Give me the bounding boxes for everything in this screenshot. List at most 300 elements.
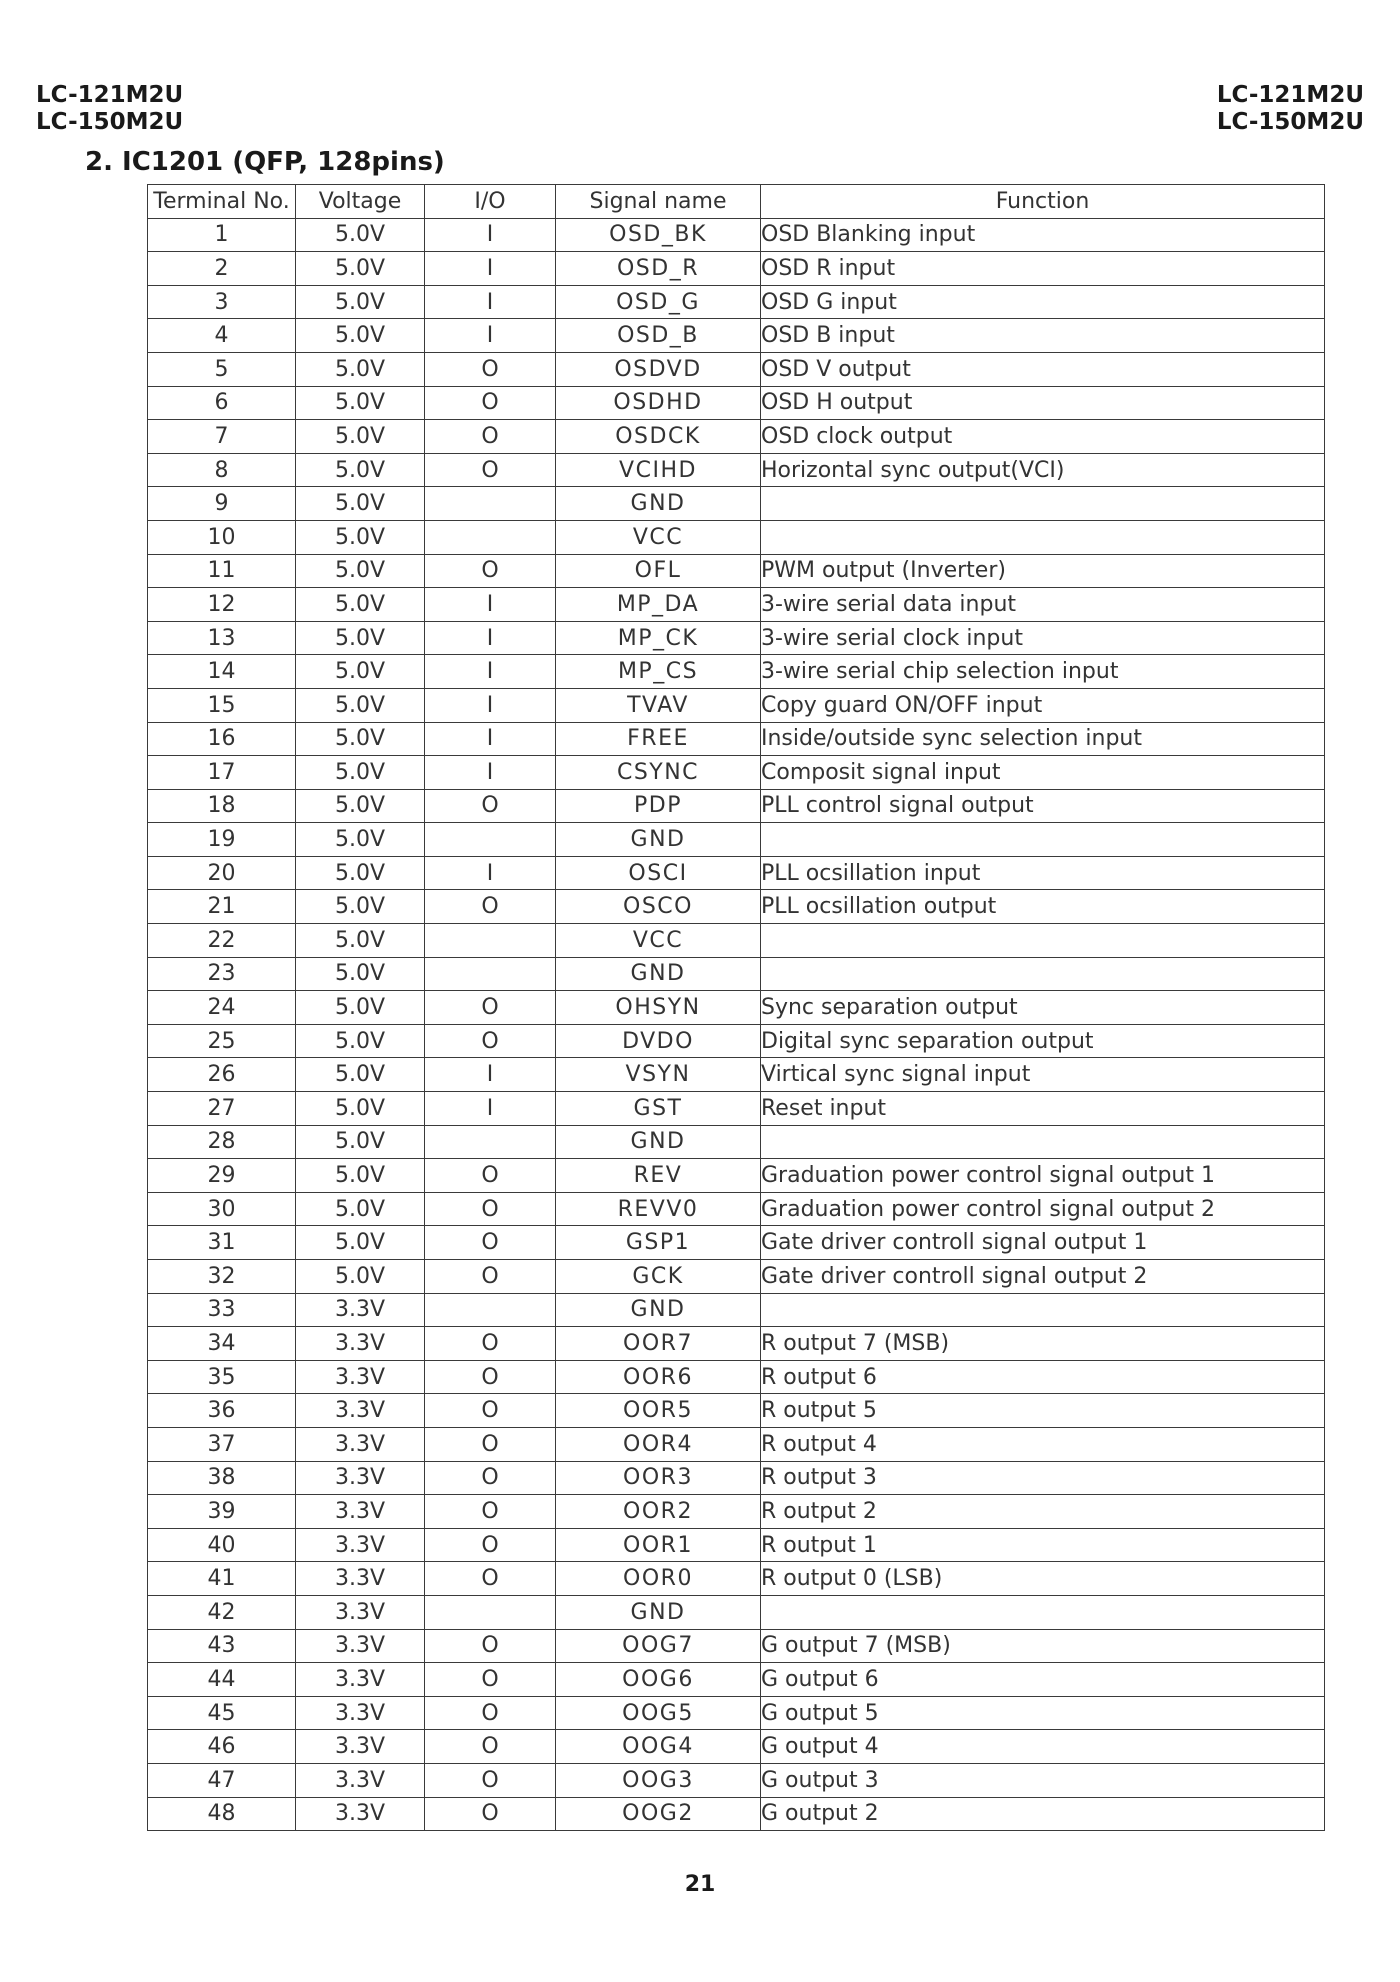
io-cell: O bbox=[425, 453, 556, 487]
voltage-cell: 3.3V bbox=[296, 1495, 425, 1529]
voltage-cell: 5.0V bbox=[296, 789, 425, 823]
terminal-no-cell: 31 bbox=[148, 1226, 296, 1260]
function-cell: Copy guard ON/OFF input bbox=[761, 688, 1325, 722]
terminal-no-cell: 17 bbox=[148, 756, 296, 790]
io-cell: I bbox=[425, 722, 556, 756]
io-cell: O bbox=[425, 1528, 556, 1562]
function-cell bbox=[761, 924, 1325, 958]
table-row bbox=[148, 856, 1325, 890]
voltage-cell: 3.3V bbox=[296, 1360, 425, 1394]
function-cell: R output 7 (MSB) bbox=[761, 1327, 1325, 1361]
function-cell bbox=[761, 1595, 1325, 1629]
table-row bbox=[148, 655, 1325, 689]
terminal-no-cell: 43 bbox=[148, 1629, 296, 1663]
table-row bbox=[148, 487, 1325, 521]
table-row bbox=[148, 957, 1325, 991]
terminal-no-cell: 42 bbox=[148, 1595, 296, 1629]
voltage-cell: 5.0V bbox=[296, 520, 425, 554]
signal-name-cell: OSDHD bbox=[556, 386, 761, 420]
terminal-no-cell: 7 bbox=[148, 420, 296, 454]
signal-name-cell: OSCI bbox=[556, 856, 761, 890]
io-cell: O bbox=[425, 352, 556, 386]
table-row bbox=[148, 688, 1325, 722]
voltage-cell: 3.3V bbox=[296, 1629, 425, 1663]
io-cell: O bbox=[425, 420, 556, 454]
signal-name-cell: REVV0 bbox=[556, 1192, 761, 1226]
signal-name-cell: OFL bbox=[556, 554, 761, 588]
table-row bbox=[148, 1293, 1325, 1327]
terminal-no-cell: 48 bbox=[148, 1797, 296, 1831]
header-model-left-2: LC-150M2U bbox=[36, 109, 184, 135]
signal-name-cell: OSDVD bbox=[556, 352, 761, 386]
signal-name-cell: GCK bbox=[556, 1260, 761, 1294]
table-row bbox=[148, 352, 1325, 386]
voltage-cell: 5.0V bbox=[296, 688, 425, 722]
io-cell: O bbox=[425, 789, 556, 823]
io-cell bbox=[425, 1293, 556, 1327]
function-cell: PWM output (Inverter) bbox=[761, 554, 1325, 588]
function-cell: R output 4 bbox=[761, 1427, 1325, 1461]
table-row bbox=[148, 1192, 1325, 1226]
terminal-no-cell: 18 bbox=[148, 789, 296, 823]
io-cell bbox=[425, 487, 556, 521]
table-row bbox=[148, 1763, 1325, 1797]
terminal-no-cell: 13 bbox=[148, 621, 296, 655]
voltage-cell: 5.0V bbox=[296, 420, 425, 454]
io-cell bbox=[425, 924, 556, 958]
terminal-no-cell: 38 bbox=[148, 1461, 296, 1495]
function-cell bbox=[761, 487, 1325, 521]
io-cell: I bbox=[425, 319, 556, 353]
function-cell: Graduation power control signal output 1 bbox=[761, 1159, 1325, 1193]
table-row bbox=[148, 722, 1325, 756]
voltage-cell: 5.0V bbox=[296, 1159, 425, 1193]
io-cell: O bbox=[425, 1763, 556, 1797]
voltage-cell: 3.3V bbox=[296, 1293, 425, 1327]
signal-name-cell: OOG7 bbox=[556, 1629, 761, 1663]
voltage-cell: 5.0V bbox=[296, 991, 425, 1025]
terminal-no-cell: 8 bbox=[148, 453, 296, 487]
terminal-no-cell: 16 bbox=[148, 722, 296, 756]
table-row bbox=[148, 1562, 1325, 1596]
io-cell: O bbox=[425, 554, 556, 588]
io-cell bbox=[425, 823, 556, 857]
terminal-no-cell: 3 bbox=[148, 285, 296, 319]
header-io: I/O bbox=[425, 185, 556, 219]
function-cell: Reset input bbox=[761, 1092, 1325, 1126]
io-cell: O bbox=[425, 991, 556, 1025]
header-model-left bbox=[36, 82, 183, 136]
function-cell bbox=[761, 1125, 1325, 1159]
table-row bbox=[148, 789, 1325, 823]
voltage-cell: 5.0V bbox=[296, 756, 425, 790]
io-cell: O bbox=[425, 1192, 556, 1226]
terminal-no-cell: 4 bbox=[148, 319, 296, 353]
signal-name-cell: MP_CK bbox=[556, 621, 761, 655]
function-cell: G output 6 bbox=[761, 1663, 1325, 1697]
terminal-no-cell: 29 bbox=[148, 1159, 296, 1193]
voltage-cell: 3.3V bbox=[296, 1763, 425, 1797]
function-cell: G output 3 bbox=[761, 1763, 1325, 1797]
signal-name-cell: OOG5 bbox=[556, 1696, 761, 1730]
voltage-cell: 3.3V bbox=[296, 1696, 425, 1730]
header-model-right-2: LC-150M2U bbox=[1216, 109, 1364, 135]
io-cell: I bbox=[425, 856, 556, 890]
signal-name-cell: MP_CS bbox=[556, 655, 761, 689]
io-cell bbox=[425, 1125, 556, 1159]
terminal-no-cell: 40 bbox=[148, 1528, 296, 1562]
signal-name-cell: VCIHD bbox=[556, 453, 761, 487]
header-model-right bbox=[1217, 82, 1364, 136]
terminal-no-cell: 12 bbox=[148, 588, 296, 622]
table-row bbox=[148, 319, 1325, 353]
table-row bbox=[148, 285, 1325, 319]
table-row bbox=[148, 252, 1325, 286]
voltage-cell: 5.0V bbox=[296, 890, 425, 924]
function-cell: R output 5 bbox=[761, 1394, 1325, 1428]
table-row bbox=[148, 1394, 1325, 1428]
terminal-no-cell: 22 bbox=[148, 924, 296, 958]
function-cell: G output 7 (MSB) bbox=[761, 1629, 1325, 1663]
io-cell: I bbox=[425, 252, 556, 286]
io-cell: O bbox=[425, 1427, 556, 1461]
function-cell: G output 4 bbox=[761, 1730, 1325, 1764]
voltage-cell: 5.0V bbox=[296, 386, 425, 420]
voltage-cell: 3.3V bbox=[296, 1663, 425, 1697]
function-cell: Digital sync separation output bbox=[761, 1024, 1325, 1058]
header-model-left-1: LC-121M2U bbox=[36, 82, 184, 108]
terminal-no-cell: 2 bbox=[148, 252, 296, 286]
io-cell: O bbox=[425, 1226, 556, 1260]
terminal-no-cell: 21 bbox=[148, 890, 296, 924]
signal-name-cell: GND bbox=[556, 487, 761, 521]
function-cell: OSD H output bbox=[761, 386, 1325, 420]
function-cell: G output 5 bbox=[761, 1696, 1325, 1730]
signal-name-cell: MP_DA bbox=[556, 588, 761, 622]
signal-name-cell: OSCO bbox=[556, 890, 761, 924]
function-cell: 3-wire serial data input bbox=[761, 588, 1325, 622]
signal-name-cell: OSD_B bbox=[556, 319, 761, 353]
function-cell bbox=[761, 823, 1325, 857]
terminal-no-cell: 11 bbox=[148, 554, 296, 588]
voltage-cell: 3.3V bbox=[296, 1562, 425, 1596]
function-cell: Gate driver controll signal output 1 bbox=[761, 1226, 1325, 1260]
signal-name-cell: FREE bbox=[556, 722, 761, 756]
io-cell: O bbox=[425, 1495, 556, 1529]
function-cell: Composit signal input bbox=[761, 756, 1325, 790]
signal-name-cell: VSYN bbox=[556, 1058, 761, 1092]
io-cell: I bbox=[425, 1092, 556, 1126]
voltage-cell: 5.0V bbox=[296, 722, 425, 756]
signal-name-cell: GSP1 bbox=[556, 1226, 761, 1260]
table-row bbox=[148, 1528, 1325, 1562]
function-cell: OSD R input bbox=[761, 252, 1325, 286]
terminal-no-cell: 35 bbox=[148, 1360, 296, 1394]
signal-name-cell: OOG3 bbox=[556, 1763, 761, 1797]
signal-name-cell: GND bbox=[556, 1595, 761, 1629]
function-cell bbox=[761, 1293, 1325, 1327]
function-cell: R output 3 bbox=[761, 1461, 1325, 1495]
io-cell: O bbox=[425, 1327, 556, 1361]
pin-table-header-row bbox=[148, 185, 1325, 219]
table-row bbox=[148, 1226, 1325, 1260]
signal-name-cell: DVDO bbox=[556, 1024, 761, 1058]
voltage-cell: 5.0V bbox=[296, 621, 425, 655]
table-row bbox=[148, 823, 1325, 857]
voltage-cell: 5.0V bbox=[296, 285, 425, 319]
terminal-no-cell: 33 bbox=[148, 1293, 296, 1327]
signal-name-cell: OOR5 bbox=[556, 1394, 761, 1428]
table-row bbox=[148, 1730, 1325, 1764]
table-row bbox=[148, 1495, 1325, 1529]
voltage-cell: 5.0V bbox=[296, 1260, 425, 1294]
signal-name-cell: TVAV bbox=[556, 688, 761, 722]
voltage-cell: 3.3V bbox=[296, 1427, 425, 1461]
table-row bbox=[148, 1058, 1325, 1092]
signal-name-cell: OSD_BK bbox=[556, 218, 761, 252]
function-cell: OSD B input bbox=[761, 319, 1325, 353]
io-cell: O bbox=[425, 1394, 556, 1428]
header-signal-name: Signal name bbox=[556, 185, 761, 219]
terminal-no-cell: 26 bbox=[148, 1058, 296, 1092]
voltage-cell: 5.0V bbox=[296, 1058, 425, 1092]
table-row bbox=[148, 924, 1325, 958]
function-cell: R output 2 bbox=[761, 1495, 1325, 1529]
io-cell: O bbox=[425, 1696, 556, 1730]
header-function: Function bbox=[761, 185, 1325, 219]
table-row bbox=[148, 1797, 1325, 1831]
signal-name-cell: OOG6 bbox=[556, 1663, 761, 1697]
terminal-no-cell: 47 bbox=[148, 1763, 296, 1797]
table-row bbox=[148, 520, 1325, 554]
signal-name-cell: PDP bbox=[556, 789, 761, 823]
terminal-no-cell: 37 bbox=[148, 1427, 296, 1461]
header-voltage: Voltage bbox=[296, 185, 425, 219]
io-cell: O bbox=[425, 1797, 556, 1831]
terminal-no-cell: 32 bbox=[148, 1260, 296, 1294]
voltage-cell: 5.0V bbox=[296, 924, 425, 958]
terminal-no-cell: 5 bbox=[148, 352, 296, 386]
function-cell bbox=[761, 520, 1325, 554]
io-cell: I bbox=[425, 655, 556, 689]
table-row bbox=[148, 1327, 1325, 1361]
table-row bbox=[148, 1159, 1325, 1193]
voltage-cell: 3.3V bbox=[296, 1730, 425, 1764]
voltage-cell: 5.0V bbox=[296, 957, 425, 991]
signal-name-cell: OOR6 bbox=[556, 1360, 761, 1394]
voltage-cell: 5.0V bbox=[296, 823, 425, 857]
voltage-cell: 5.0V bbox=[296, 655, 425, 689]
function-cell: PLL control signal output bbox=[761, 789, 1325, 823]
function-cell: 3-wire serial chip selection input bbox=[761, 655, 1325, 689]
signal-name-cell: OHSYN bbox=[556, 991, 761, 1025]
io-cell bbox=[425, 1595, 556, 1629]
function-cell: Inside/outside sync selection input bbox=[761, 722, 1325, 756]
terminal-no-cell: 23 bbox=[148, 957, 296, 991]
table-row bbox=[148, 1260, 1325, 1294]
function-cell: OSD G input bbox=[761, 285, 1325, 319]
function-cell: R output 6 bbox=[761, 1360, 1325, 1394]
signal-name-cell: OOR3 bbox=[556, 1461, 761, 1495]
table-row bbox=[148, 1427, 1325, 1461]
voltage-cell: 5.0V bbox=[296, 1125, 425, 1159]
terminal-no-cell: 30 bbox=[148, 1192, 296, 1226]
signal-name-cell: OOR0 bbox=[556, 1562, 761, 1596]
table-row bbox=[148, 1696, 1325, 1730]
function-cell: PLL ocsillation output bbox=[761, 890, 1325, 924]
function-cell: OSD V output bbox=[761, 352, 1325, 386]
io-cell: O bbox=[425, 1360, 556, 1394]
table-row bbox=[148, 1092, 1325, 1126]
signal-name-cell: GND bbox=[556, 1125, 761, 1159]
function-cell: 3-wire serial clock input bbox=[761, 621, 1325, 655]
io-cell: I bbox=[425, 588, 556, 622]
table-row bbox=[148, 1663, 1325, 1697]
table-row bbox=[148, 1461, 1325, 1495]
io-cell: O bbox=[425, 890, 556, 924]
signal-name-cell: GST bbox=[556, 1092, 761, 1126]
voltage-cell: 5.0V bbox=[296, 554, 425, 588]
function-cell: Horizontal sync output(VCI) bbox=[761, 453, 1325, 487]
voltage-cell: 5.0V bbox=[296, 1092, 425, 1126]
voltage-cell: 5.0V bbox=[296, 218, 425, 252]
terminal-no-cell: 34 bbox=[148, 1327, 296, 1361]
signal-name-cell: REV bbox=[556, 1159, 761, 1193]
table-row bbox=[148, 386, 1325, 420]
io-cell: O bbox=[425, 1629, 556, 1663]
function-cell: Gate driver controll signal output 2 bbox=[761, 1260, 1325, 1294]
io-cell: I bbox=[425, 1058, 556, 1092]
function-cell: OSD Blanking input bbox=[761, 218, 1325, 252]
table-row bbox=[148, 554, 1325, 588]
voltage-cell: 5.0V bbox=[296, 319, 425, 353]
function-cell: Virtical sync signal input bbox=[761, 1058, 1325, 1092]
voltage-cell: 5.0V bbox=[296, 352, 425, 386]
signal-name-cell: OOG4 bbox=[556, 1730, 761, 1764]
signal-name-cell: OOG2 bbox=[556, 1797, 761, 1831]
voltage-cell: 3.3V bbox=[296, 1528, 425, 1562]
io-cell: O bbox=[425, 1260, 556, 1294]
signal-name-cell: GND bbox=[556, 1293, 761, 1327]
io-cell: O bbox=[425, 1461, 556, 1495]
terminal-no-cell: 24 bbox=[148, 991, 296, 1025]
signal-name-cell: OOR1 bbox=[556, 1528, 761, 1562]
table-row bbox=[148, 420, 1325, 454]
function-cell: R output 0 (LSB) bbox=[761, 1562, 1325, 1596]
terminal-no-cell: 46 bbox=[148, 1730, 296, 1764]
section-title: 2. IC1201 (QFP, 128pins) bbox=[85, 147, 445, 177]
terminal-no-cell: 15 bbox=[148, 688, 296, 722]
function-cell: OSD clock output bbox=[761, 420, 1325, 454]
io-cell bbox=[425, 957, 556, 991]
io-cell bbox=[425, 520, 556, 554]
voltage-cell: 3.3V bbox=[296, 1327, 425, 1361]
io-cell: O bbox=[425, 1024, 556, 1058]
terminal-no-cell: 20 bbox=[148, 856, 296, 890]
voltage-cell: 3.3V bbox=[296, 1461, 425, 1495]
signal-name-cell: OOR2 bbox=[556, 1495, 761, 1529]
signal-name-cell: OOR4 bbox=[556, 1427, 761, 1461]
terminal-no-cell: 1 bbox=[148, 218, 296, 252]
function-cell: Graduation power control signal output 2 bbox=[761, 1192, 1325, 1226]
terminal-no-cell: 14 bbox=[148, 655, 296, 689]
header-model-right-1: LC-121M2U bbox=[1216, 82, 1364, 108]
voltage-cell: 5.0V bbox=[296, 856, 425, 890]
terminal-no-cell: 28 bbox=[148, 1125, 296, 1159]
io-cell: I bbox=[425, 688, 556, 722]
function-cell: Sync separation output bbox=[761, 991, 1325, 1025]
table-row bbox=[148, 588, 1325, 622]
terminal-no-cell: 44 bbox=[148, 1663, 296, 1697]
signal-name-cell: GND bbox=[556, 957, 761, 991]
table-row bbox=[148, 218, 1325, 252]
voltage-cell: 5.0V bbox=[296, 453, 425, 487]
table-row bbox=[148, 1595, 1325, 1629]
voltage-cell: 5.0V bbox=[296, 588, 425, 622]
pin-table-body bbox=[148, 218, 1325, 1831]
table-row bbox=[148, 1360, 1325, 1394]
table-row bbox=[148, 1024, 1325, 1058]
terminal-no-cell: 45 bbox=[148, 1696, 296, 1730]
function-cell: R output 1 bbox=[761, 1528, 1325, 1562]
table-row bbox=[148, 1125, 1325, 1159]
terminal-no-cell: 27 bbox=[148, 1092, 296, 1126]
terminal-no-cell: 19 bbox=[148, 823, 296, 857]
voltage-cell: 5.0V bbox=[296, 1024, 425, 1058]
voltage-cell: 5.0V bbox=[296, 487, 425, 521]
page-number: 21 bbox=[684, 1872, 716, 1897]
terminal-no-cell: 25 bbox=[148, 1024, 296, 1058]
terminal-no-cell: 10 bbox=[148, 520, 296, 554]
io-cell: O bbox=[425, 1159, 556, 1193]
io-cell: I bbox=[425, 218, 556, 252]
signal-name-cell: OOR7 bbox=[556, 1327, 761, 1361]
header-terminal-no: Terminal No. bbox=[148, 185, 296, 219]
voltage-cell: 3.3V bbox=[296, 1797, 425, 1831]
function-cell bbox=[761, 957, 1325, 991]
voltage-cell: 3.3V bbox=[296, 1595, 425, 1629]
table-row bbox=[148, 621, 1325, 655]
io-cell: O bbox=[425, 1562, 556, 1596]
signal-name-cell: VCC bbox=[556, 520, 761, 554]
table-row bbox=[148, 1629, 1325, 1663]
function-cell: PLL ocsillation input bbox=[761, 856, 1325, 890]
signal-name-cell: CSYNC bbox=[556, 756, 761, 790]
io-cell: O bbox=[425, 386, 556, 420]
terminal-no-cell: 36 bbox=[148, 1394, 296, 1428]
table-row bbox=[148, 756, 1325, 790]
io-cell: O bbox=[425, 1730, 556, 1764]
terminal-no-cell: 6 bbox=[148, 386, 296, 420]
signal-name-cell: GND bbox=[556, 823, 761, 857]
function-cell: G output 2 bbox=[761, 1797, 1325, 1831]
io-cell: I bbox=[425, 621, 556, 655]
pin-table bbox=[147, 184, 1325, 1831]
voltage-cell: 5.0V bbox=[296, 1192, 425, 1226]
io-cell: I bbox=[425, 756, 556, 790]
voltage-cell: 5.0V bbox=[296, 1226, 425, 1260]
io-cell: O bbox=[425, 1663, 556, 1697]
table-row bbox=[148, 991, 1325, 1025]
signal-name-cell: OSD_G bbox=[556, 285, 761, 319]
signal-name-cell: OSD_R bbox=[556, 252, 761, 286]
terminal-no-cell: 9 bbox=[148, 487, 296, 521]
terminal-no-cell: 41 bbox=[148, 1562, 296, 1596]
signal-name-cell: OSDCK bbox=[556, 420, 761, 454]
table-row bbox=[148, 890, 1325, 924]
signal-name-cell: VCC bbox=[556, 924, 761, 958]
table-row bbox=[148, 453, 1325, 487]
